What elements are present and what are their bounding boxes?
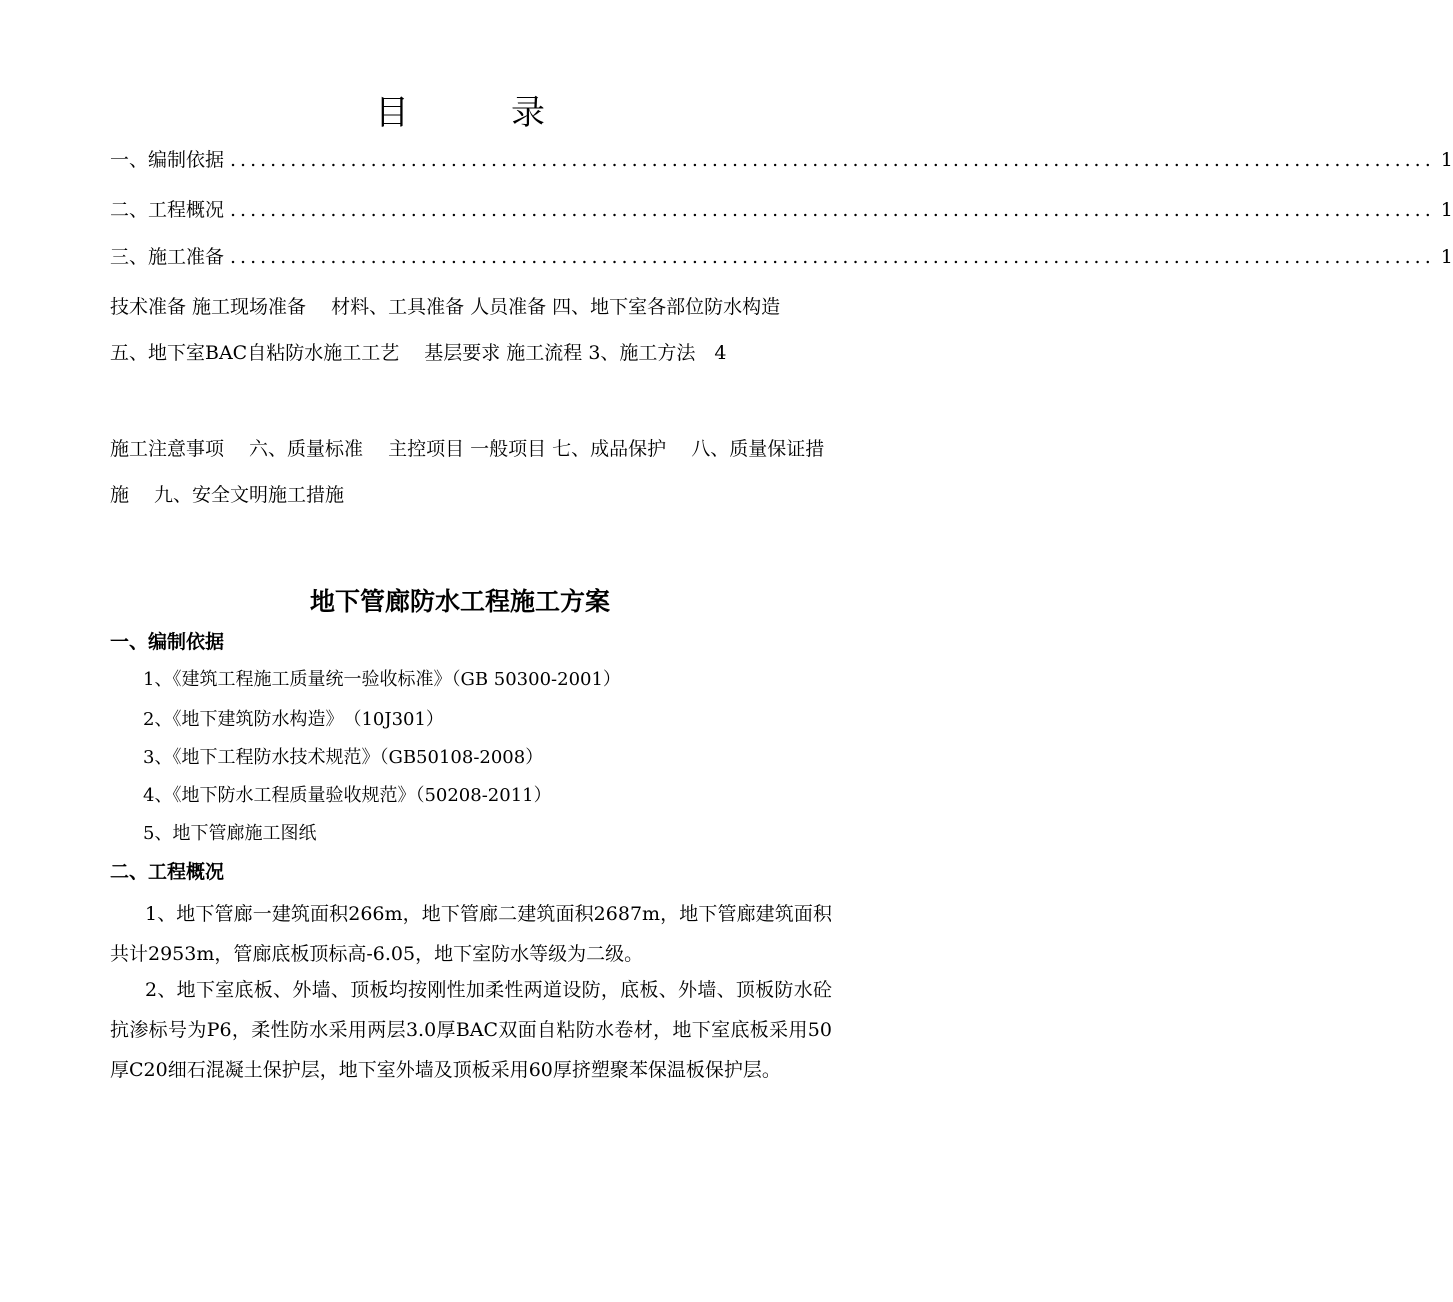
body-paragraph: 1、地下管廊一建筑面积266m，地下管廊二建筑面积2687m，地下管廊建筑面积共计2953m，管廊底板顶标高-6.05，地下室防水等级为二级。 — [110, 903, 832, 965]
list-item: 3、《地下工程防水技术规范》（GB50108-2008） — [143, 747, 544, 768]
toc-page-number: 1 — [1440, 246, 1453, 268]
toc-page-number: 1 — [1440, 149, 1453, 171]
toc-entry[interactable] — [110, 194, 1453, 226]
body-paragraph: 2、地下室底板、外墙、顶板均按刚性加柔性两道设防，底板、外墙、顶板防水砼抗渗标号为P6，柔性防水采用两层3.0厚BAC双面自粘防水卷材，地下室底板采用50厚C20细石混凝土保护层，地下室外墙及顶板采用60厚挤塑聚苯保温板保护层。 — [110, 979, 832, 1081]
toc-entry[interactable] — [110, 144, 1453, 176]
toc-leader-dots: ........................................................................................................................ — [230, 199, 1435, 221]
list-item: 1、《建筑工程施工质量统一验收标准》（GB 50300-2001） — [143, 669, 621, 690]
section-heading: 一、编制依据 — [110, 631, 225, 653]
toc-title: 目 录 — [375, 93, 579, 133]
toc-entry[interactable] — [110, 241, 1453, 273]
toc-page-number: 1 — [1440, 199, 1453, 221]
toc-entry-label: 一、编制依据 — [110, 149, 225, 171]
toc-entry-label: 三、施工准备 — [110, 246, 225, 268]
toc-run-on-entries: 施工注意事项 六、质量标准 主控项目 一般项目 七、成品保护 八、质量保证措施 九、安全文明施工措施 — [110, 438, 825, 506]
list-item: 2、《地下建筑防水构造》 （10J301） — [143, 709, 444, 730]
toc-leader-dots: ........................................................................................................................ — [230, 246, 1435, 268]
list-item: 5、地下管廊施工图纸 — [143, 823, 317, 844]
document-title: 地下管廊防水工程施工方案 — [309, 587, 610, 616]
list-item: 4、《地下防水工程质量验收规范》（50208-2011） — [143, 785, 552, 806]
toc-entry-label: 二、工程概况 — [110, 199, 225, 221]
section-heading: 二、工程概况 — [110, 861, 225, 883]
toc-leader-dots: ........................................................................................................................ — [230, 149, 1435, 171]
toc-run-on-entries: 技术准备 施工现场准备 材料、工具准备 人员准备 四、地下室各部位防水构造 五、地下室BAC自粘防水施工工艺 基层要求 施工流程 3、施工方法 4 — [110, 296, 806, 364]
